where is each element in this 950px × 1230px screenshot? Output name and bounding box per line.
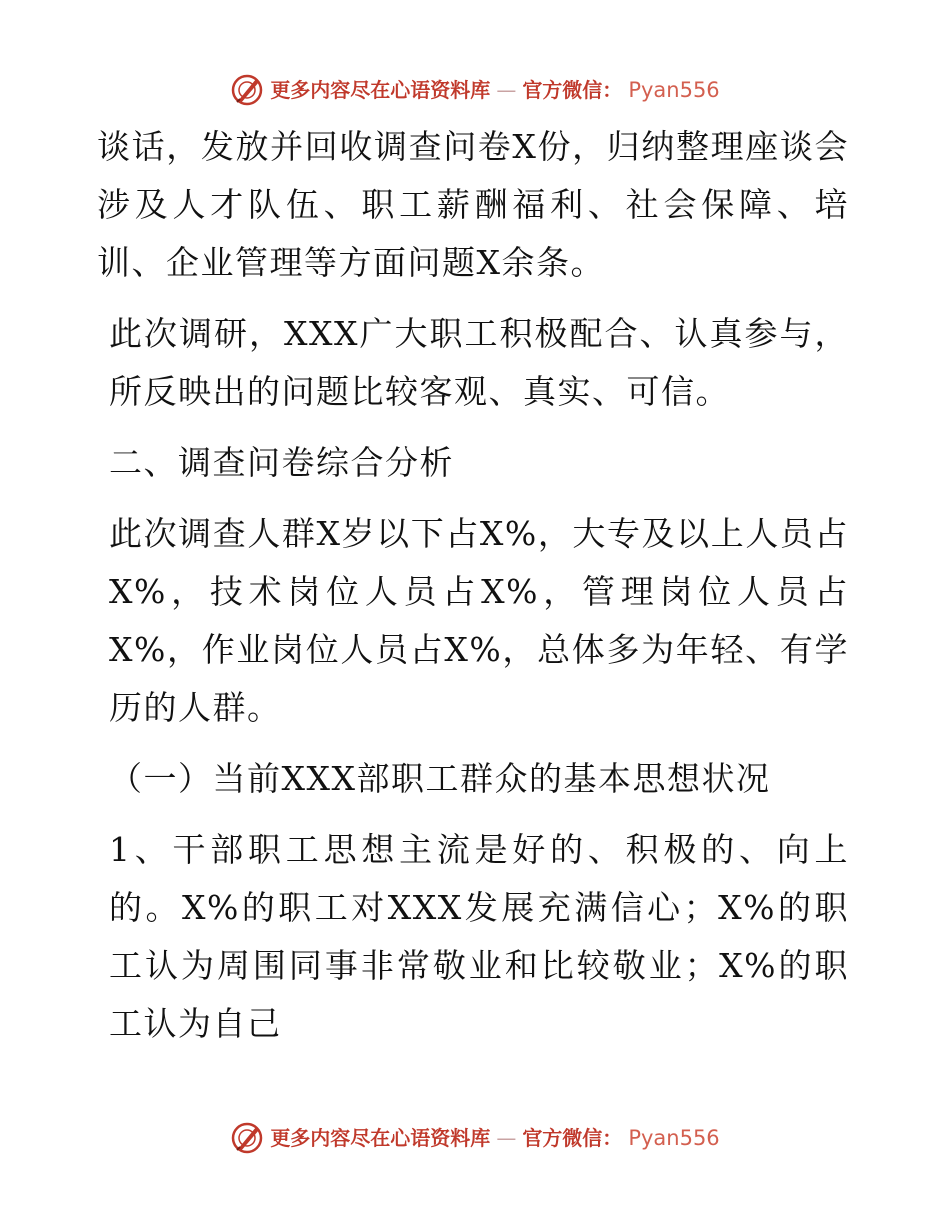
section-heading-questionnaire: 二、调查问卷综合分析 <box>109 443 454 482</box>
paragraph-point-one: 1、干部职工思想主流是好的、积极的、向上的。X%的职工对XXX发展充满信心；X%的职工认为周围同事非常敬业和比较敬业；X%的职工认为自己 <box>109 830 849 1043</box>
header-banner <box>0 68 950 112</box>
paragraph-intro-continuation: 谈话，发放并回收调查问卷X份，归纳整理座谈会涉及人才队伍、职工薪酬福利、社会保障、培训、企业管理等方面问题X余条。 <box>97 127 849 282</box>
subsection-heading-thinking: （一）当前XXX部职工群众的基本思想状况 <box>109 759 771 798</box>
banner-site-text: 更多内容尽在心语资料库 <box>270 78 491 102</box>
banner-wechat-id: Pyan556 <box>628 77 720 102</box>
quill-pen-logo-icon <box>230 73 264 107</box>
paragraph-cooperation: 此次调研，XXX广大职工积极配合、认真参与，所反映出的问题比较客观、真实、可信。 <box>109 314 849 411</box>
banner-separator: — <box>496 78 517 102</box>
banner-separator: — <box>496 1126 517 1150</box>
document-body <box>97 118 849 1066</box>
banner-site-text: 更多内容尽在心语资料库 <box>270 1126 491 1150</box>
quill-pen-logo-icon <box>230 1121 264 1155</box>
banner-wechat-label: 官方微信： <box>522 1126 623 1150</box>
footer-banner <box>0 1116 950 1160</box>
paragraph-demographics: 此次调查人群X岁以下占X%，大专及以上人员占X%，技术岗位人员占X%，管理岗位人员占X%，作业岗位人员占X%，总体多为年轻、有学历的人群。 <box>109 514 849 727</box>
banner-wechat-id: Pyan556 <box>628 1125 720 1150</box>
banner-wechat-label: 官方微信： <box>522 78 623 102</box>
